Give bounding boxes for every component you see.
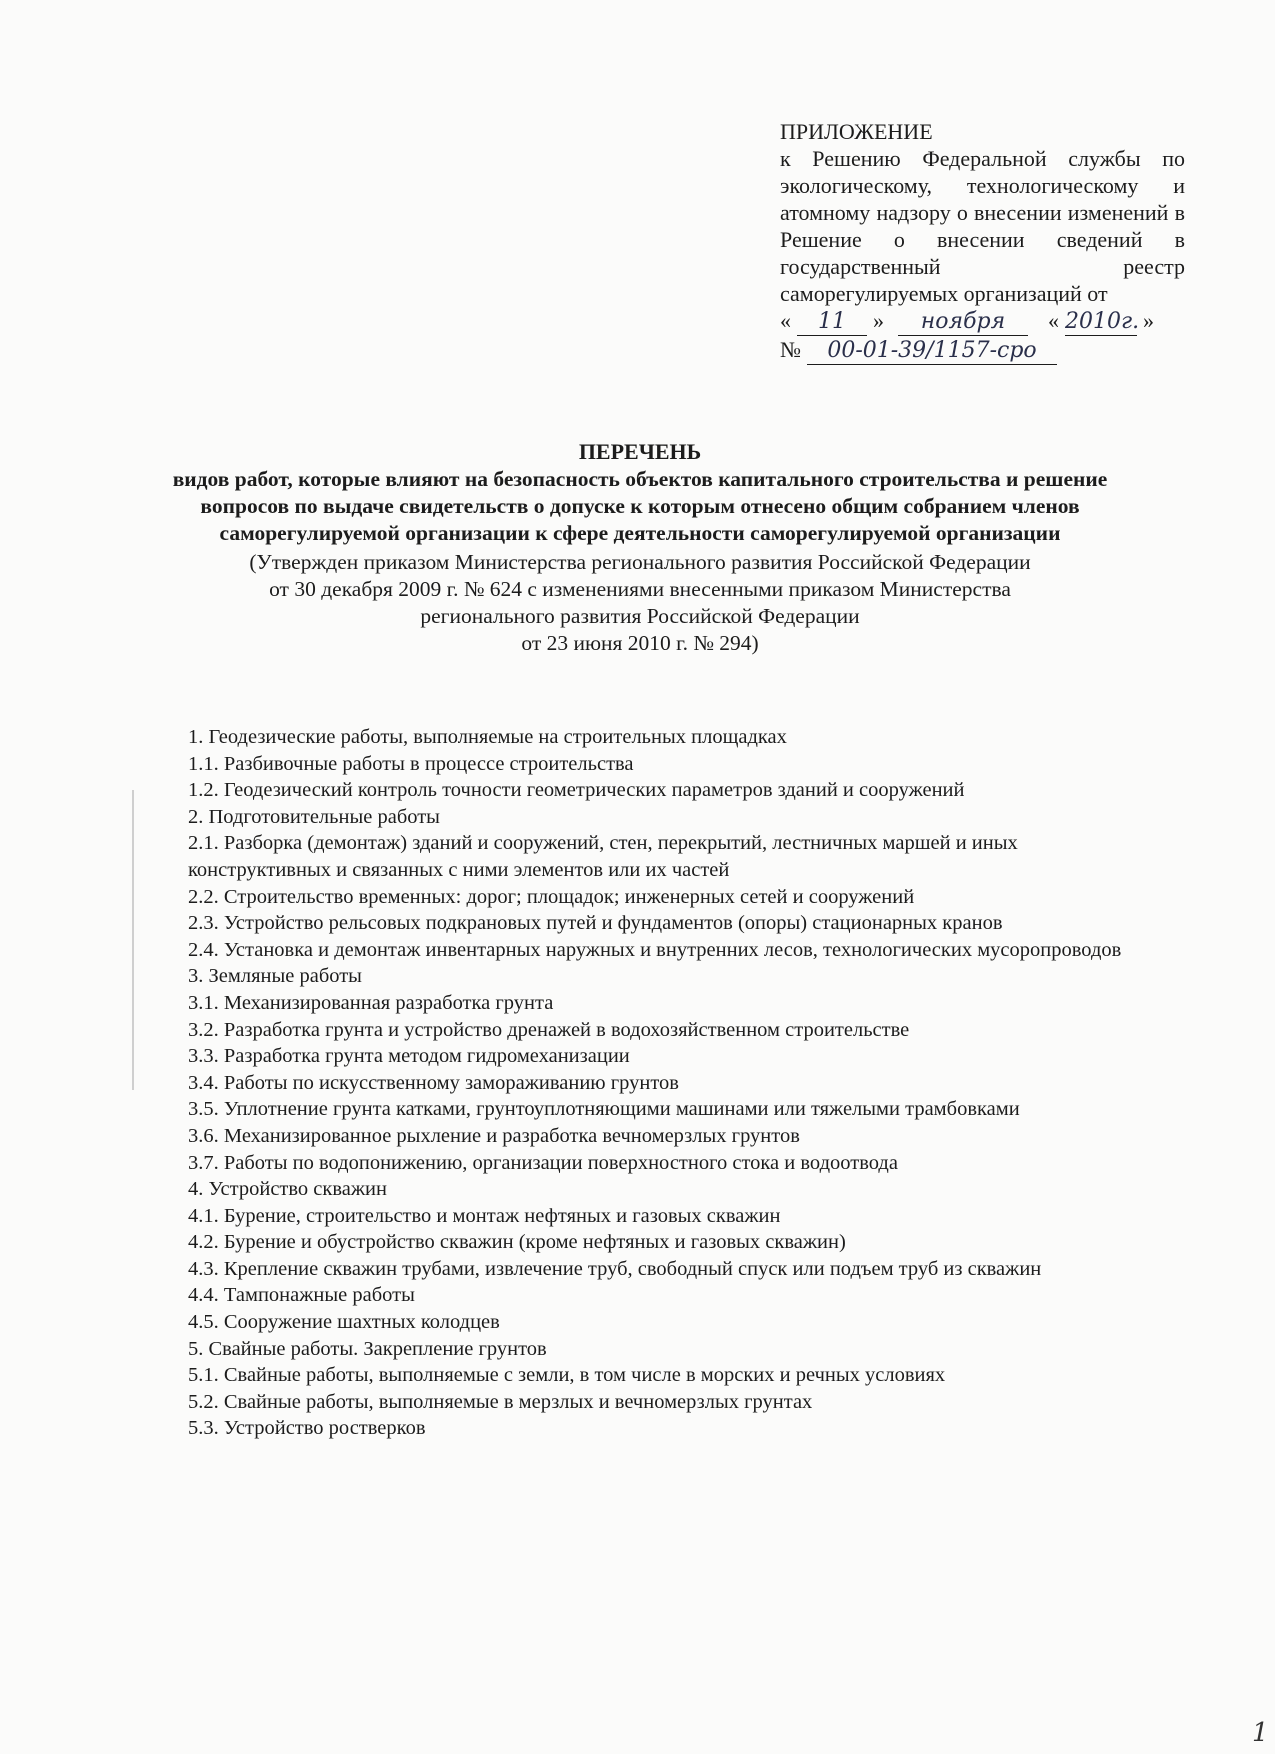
list-item: 1.1. Разбивочные работы в процессе строительства bbox=[188, 752, 634, 775]
approval-line: регионального развития Российской Федерации bbox=[420, 604, 860, 628]
approval-line: от 23 июня 2010 г. № 294) bbox=[521, 631, 759, 655]
list-item: 1.2. Геодезический контроль точности геометрических параметров зданий и сооружений bbox=[188, 779, 965, 802]
list-item: 3.3. Разработка грунта методом гидромеханизации bbox=[188, 1045, 630, 1068]
list-item: 5.2. Свайные работы, выполняемые в мерзлых и вечномерзлых грунтах bbox=[188, 1390, 813, 1413]
appendix-header bbox=[780, 118, 1185, 365]
approval-note bbox=[140, 549, 1140, 657]
list-item: 4.4. Тампонажные работы bbox=[188, 1284, 415, 1307]
date-month-handwritten: ноября bbox=[898, 308, 1028, 336]
list-item: 2.2. Строительство временных: дорог; площадок; инженерных сетей и сооружений bbox=[188, 885, 915, 908]
list-item: 5. Свайные работы. Закрепление грунтов bbox=[188, 1337, 547, 1360]
title-block bbox=[140, 438, 1140, 657]
list-item: 5.1. Свайные работы, выполняемые с земли, в том числе в морских и речных условиях bbox=[188, 1364, 946, 1387]
list-item: 2.4. Установка и демонтаж инвентарных наружных и внутренних лесов, технологических мусоропроводов bbox=[188, 938, 1122, 961]
list-item: 3.6. Механизированное рыхление и разработка вечномерзлых грунтов bbox=[188, 1124, 800, 1147]
list-item: 3. Земляные работы bbox=[188, 965, 362, 988]
list-item: 4.3. Крепление скважин трубами, извлечение труб, свободный спуск или подъем труб из скважин bbox=[188, 1257, 1042, 1280]
list-item: 3.7. Работы по водопонижению, организации поверхностного стока и водоотвода bbox=[188, 1151, 898, 1174]
list-item: 2.3. Устройство рельсовых подкрановых путей и фундаментов (опоры) стационарных кранов bbox=[188, 912, 1003, 935]
approval-line: (Утвержден приказом Министерства регионального развития Российской Федерации bbox=[249, 550, 1031, 574]
list-item: 4.1. Бурение, строительство и монтаж нефтяных и газовых скважин bbox=[188, 1204, 781, 1227]
list-item: 3.1. Механизированная разработка грунта bbox=[188, 991, 554, 1014]
works-list bbox=[188, 724, 1148, 1442]
list-item: 2. Подготовительные работы bbox=[188, 805, 440, 828]
appendix-number-line bbox=[780, 336, 1185, 365]
approval-line: от 30 декабря 2009 г. № 624 с изменениями внесенными приказом Министерства bbox=[269, 577, 1011, 601]
number-label: № bbox=[780, 337, 801, 362]
page-number: 1 bbox=[1252, 1718, 1269, 1748]
scan-artifact-line bbox=[132, 790, 134, 1090]
list-item: 3.4. Работы по искусственному замораживанию грунтов bbox=[188, 1071, 679, 1094]
document-subtitle: видов работ, которые влияют на безопасность объектов капитального строительства и решение вопросов по выдаче свидетельств о допуске к которым отнесено общим собранием членов саморегулируемой организации к сфере деятельности саморегулируемой организации bbox=[172, 467, 1108, 545]
date-year-open-quote: « bbox=[1048, 308, 1059, 333]
appendix-date-line bbox=[780, 307, 1185, 336]
list-item: 4.2. Бурение и обустройство скважин (кроме нефтяных и газовых скважин) bbox=[188, 1231, 846, 1254]
list-item: 1. Геодезические работы, выполняемые на строительных площадках bbox=[188, 726, 787, 748]
document-title: ПЕРЕЧЕНЬ bbox=[578, 439, 702, 464]
date-year-close-quote: » bbox=[1143, 308, 1154, 333]
list-item: 4. Устройство скважин bbox=[188, 1178, 387, 1201]
list-item: 4.5. Сооружение шахтных колодцев bbox=[188, 1311, 500, 1334]
list-item: 3.5. Уплотнение грунта катками, грунтоуплотняющими машинами или тяжелыми трамбовками bbox=[188, 1098, 1020, 1121]
date-day-handwritten: 11 bbox=[797, 308, 867, 336]
list-item: 5.3. Устройство ростверков bbox=[188, 1417, 426, 1440]
list-item: 3.2. Разработка грунта и устройство дренажей в водохозяйственном строительстве bbox=[188, 1018, 910, 1041]
date-close-quote: » bbox=[873, 308, 884, 333]
appendix-text: к Решению Федеральной службы по экологическому, технологическому и атомному надзору о внесении изменений в Решение о внесении сведений в государственный реестр саморегулируемых организаций от bbox=[780, 146, 1185, 306]
appendix-heading: ПРИЛОЖЕНИЕ bbox=[780, 119, 933, 144]
date-year-handwritten: 2010г. bbox=[1065, 309, 1140, 334]
number-handwritten: 00-01-39/1157-сро bbox=[807, 337, 1057, 365]
list-item: 2.1. Разборка (демонтаж) зданий и сооружений, стен, перекрытий, лестничных маршей и иных конструктивных и связанных с ними элементов или их частей bbox=[188, 832, 1018, 881]
date-open-quote: « bbox=[780, 308, 791, 333]
